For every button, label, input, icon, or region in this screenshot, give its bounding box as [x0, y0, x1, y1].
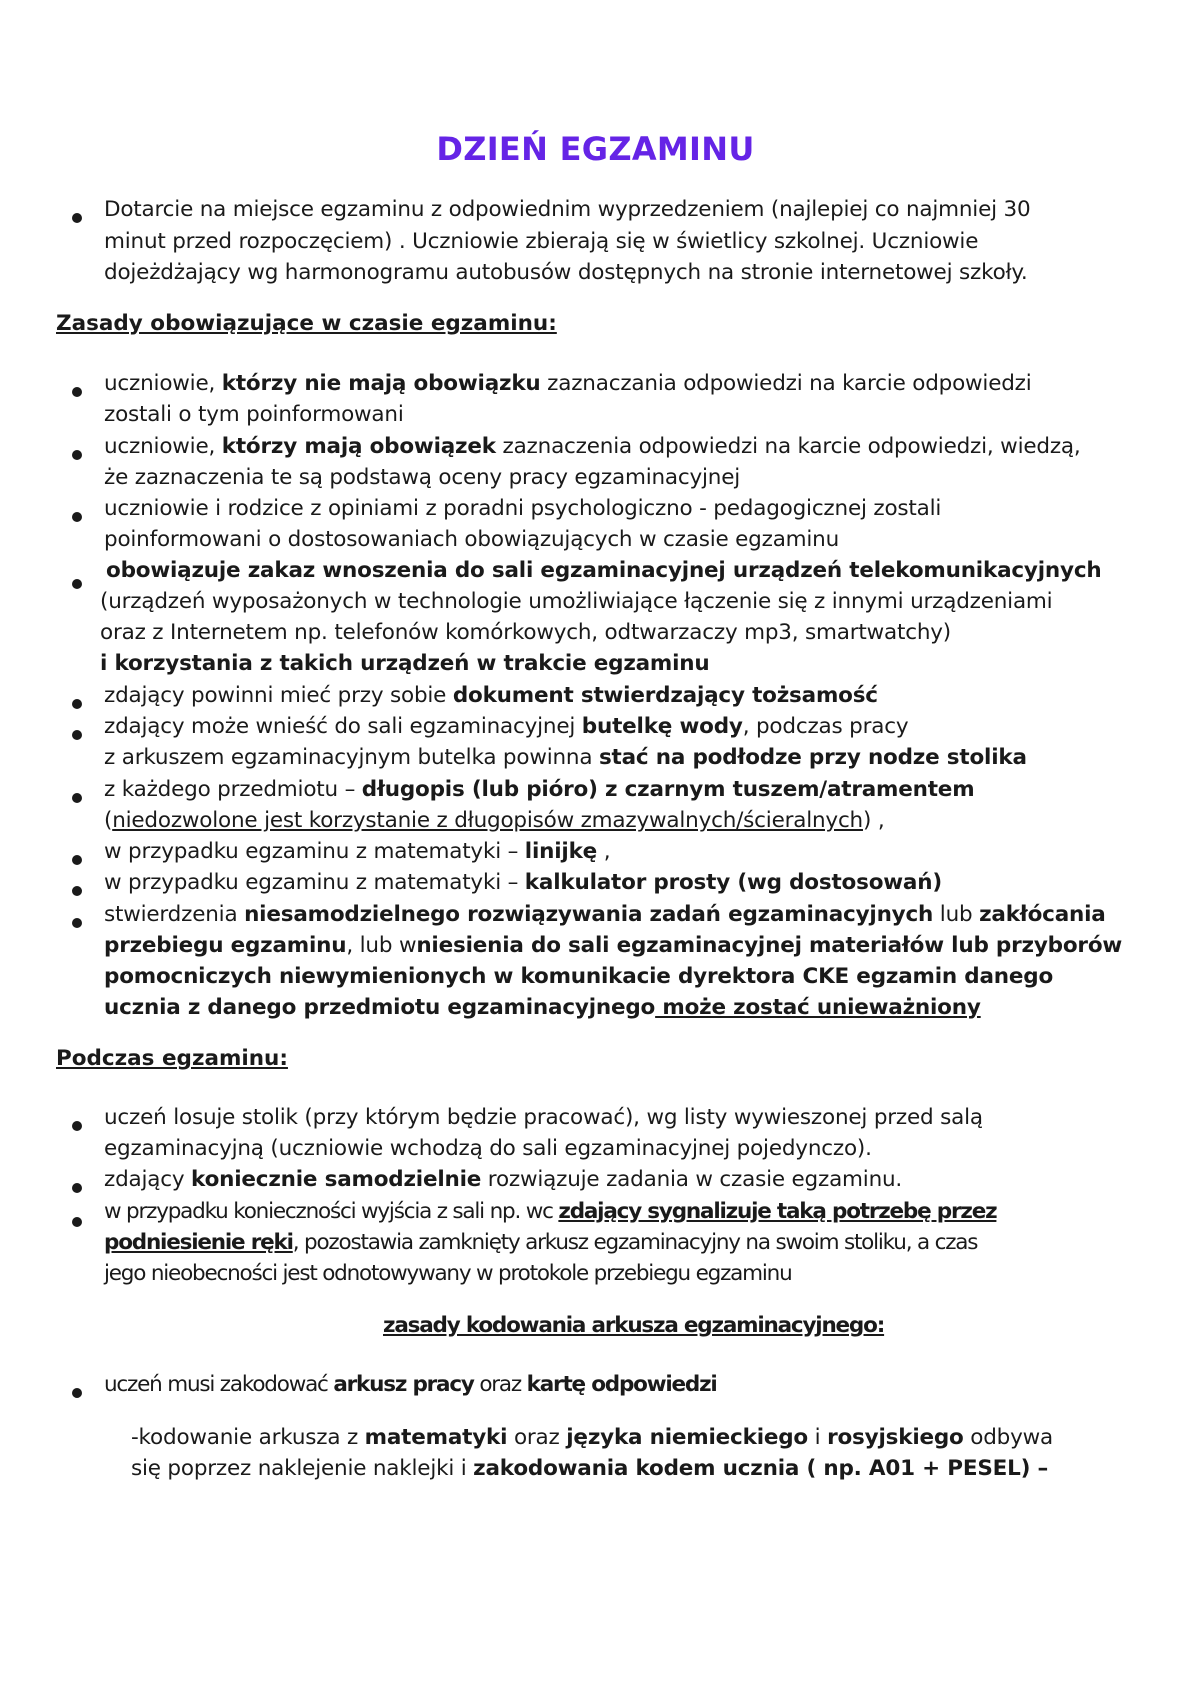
list-item-cont: z arkuszem egzaminacyjnym butelka powinna stać na podłodze przy nodze stolika	[104, 745, 1027, 770]
list-item: stwierdzenia niesamodzielnego rozwiązywania zadań egzaminacyjnych lub zakłócania	[104, 902, 1106, 927]
bullet-icon	[72, 855, 82, 865]
bullet-icon	[72, 793, 82, 803]
list-item-cont: jego nieobecności jest odnotowywany w protokole przebiegu egzaminu	[104, 1261, 792, 1286]
list-item: uczeń losuje stolik (przy którym będzie pracować), wg listy wywieszonej przed salą	[104, 1105, 983, 1130]
list-item-cont: egzaminacyjną (uczniowie wchodzą do sali egzaminacyjnej pojedynczo).	[104, 1136, 872, 1161]
list-item-cont: że zaznaczenia te są podstawą oceny pracy egzaminacyjnej	[104, 465, 741, 490]
bullet-icon	[72, 1217, 82, 1227]
list-item: w przypadku konieczności wyjścia z sali np. wc zdający sygnalizuje taką potrzebę przez	[104, 1199, 997, 1224]
list-item-cont: przebiegu egzaminu, lub wniesienia do sali egzaminacyjnej materiałów lub przyborów	[104, 933, 1123, 958]
list-item: w przypadku egzaminu z matematyki – linijkę ,	[104, 839, 611, 864]
page-title: DZIEŃ EGZAMINU	[436, 130, 755, 168]
coding-line: -kodowanie arkusza z matematyki oraz języka niemieckiego i rosyjskiego odbywa	[131, 1425, 1054, 1450]
section-heading-rules: Zasady obowiązujące w czasie egzaminu:	[56, 311, 557, 336]
intro-line: minut przed rozpoczęciem) . Uczniowie zbierają się w świetlicy szkolnej. Uczniowie	[104, 229, 979, 254]
list-item: zdający powinni mieć przy sobie dokument stwierdzający tożsamość	[104, 683, 878, 708]
list-item: uczniowie i rodzice z opiniami z poradni psychologiczno - pedagogicznej zostali	[104, 496, 942, 521]
coding-line: się poprzez naklejenie naklejki i zakodowania kodem ucznia ( np. A01 + PESEL) –	[131, 1456, 1049, 1481]
list-item: zdający koniecznie samodzielnie rozwiązuje zadania w czasie egzaminu.	[104, 1167, 903, 1192]
list-item-cont: (niedozwolone jest korzystanie z długopisów zmazywalnych/ścieralnych) ,	[104, 808, 885, 833]
list-item: uczniowie, którzy nie mają obowiązku zaznaczania odpowiedzi na karcie odpowiedzi	[104, 371, 1032, 396]
bullet-icon	[72, 886, 82, 896]
list-item: z każdego przedmiotu – długopis (lub pióro) z czarnym tuszem/atramentem	[104, 777, 975, 802]
bullet-icon	[72, 1121, 82, 1131]
list-item: uczeń musi zakodować arkusz pracy oraz kartę odpowiedzi	[104, 1372, 717, 1397]
list-item: w przypadku egzaminu z matematyki – kalkulator prosty (wg dostosowań)	[104, 870, 942, 895]
bullet-icon	[72, 730, 82, 740]
list-item-cont: zostali o tym poinformowani	[104, 402, 404, 427]
intro-line: Dotarcie na miejsce egzaminu z odpowiednim wyprzedzeniem (najlepiej co najmniej 30	[104, 197, 1031, 222]
list-item: zdający może wnieść do sali egzaminacyjnej butelkę wody, podczas pracy	[104, 714, 909, 739]
bullet-icon	[72, 699, 82, 709]
list-item-cont: pomocniczych niewymienionych w komunikacie dyrektora CKE egzamin danego	[104, 964, 1054, 989]
bullet-icon	[72, 579, 82, 589]
bullet-icon	[72, 1183, 82, 1193]
bullet-icon	[72, 1388, 82, 1398]
list-item-cont: i korzystania z takich urządzeń w trakcie egzaminu	[100, 651, 710, 676]
bullet-icon	[72, 918, 82, 928]
intro-line: dojeżdżający wg harmonogramu autobusów dostępnych na stronie internetowej szkoły.	[104, 260, 1028, 285]
list-item-cont: poinformowani o dostosowaniach obowiązujących w czasie egzaminu	[104, 527, 840, 552]
section-heading-coding: zasady kodowania arkusza egzaminacyjnego:	[383, 1313, 885, 1338]
bullet-icon	[72, 213, 82, 223]
bullet-icon	[72, 512, 82, 522]
list-item-cont: ucznia z danego przedmiotu egzaminacyjnego może zostać unieważniony	[104, 995, 981, 1020]
list-item: uczniowie, którzy mają obowiązek zaznaczenia odpowiedzi na karcie odpowiedzi, wiedzą,	[104, 434, 1081, 459]
section-heading-during-exam: Podczas egzaminu:	[56, 1046, 288, 1071]
bullet-icon	[72, 450, 82, 460]
list-item: obowiązuje zakaz wnoszenia do sali egzaminacyjnej urządzeń telekomunikacyjnych	[106, 558, 1102, 583]
bullet-icon	[72, 387, 82, 397]
list-item-cont: (urządzeń wyposażonych w technologie umożliwiające łączenie się z innymi urządzeniami	[100, 589, 1053, 614]
list-item-cont: oraz z Internetem np. telefonów komórkowych, odtwarzaczy mp3, smartwatchy)	[100, 620, 951, 645]
list-item-cont: podniesienie ręki, pozostawia zamknięty arkusz egzaminacyjny na swoim stoliku, a czas	[104, 1230, 978, 1255]
